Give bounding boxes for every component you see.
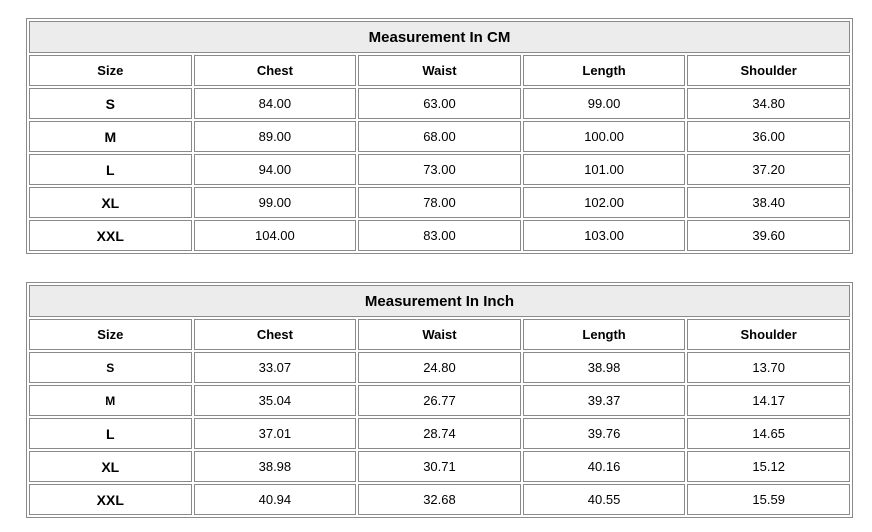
size-cell: L [29, 154, 192, 185]
waist-cell: 26.77 [358, 385, 521, 416]
table-title: Measurement In Inch [29, 285, 850, 317]
waist-cell: 30.71 [358, 451, 521, 482]
shoulder-cell: 34.80 [687, 88, 850, 119]
shoulder-cell: 15.12 [687, 451, 850, 482]
chest-cell: 89.00 [194, 121, 357, 152]
chest-cell: 33.07 [194, 352, 357, 383]
table-row [29, 121, 850, 152]
length-cell: 103.00 [523, 220, 686, 251]
table-row [29, 418, 850, 449]
column-header-waist: Waist [358, 319, 521, 350]
size-cell: M [29, 121, 192, 152]
column-header-length: Length [523, 55, 686, 86]
shoulder-cell: 37.20 [687, 154, 850, 185]
column-header-chest: Chest [194, 55, 357, 86]
chest-cell: 99.00 [194, 187, 357, 218]
table-row [29, 154, 850, 185]
size-cell: S [29, 352, 192, 383]
size-cell: S [29, 88, 192, 119]
waist-cell: 32.68 [358, 484, 521, 515]
table-row [29, 352, 850, 383]
chest-cell: 40.94 [194, 484, 357, 515]
column-header-size: Size [29, 319, 192, 350]
size-chart-inch-table [26, 282, 853, 518]
size-cell: M [29, 385, 192, 416]
shoulder-cell: 36.00 [687, 121, 850, 152]
column-header-shoulder: Shoulder [687, 319, 850, 350]
shoulder-cell: 39.60 [687, 220, 850, 251]
length-cell: 38.98 [523, 352, 686, 383]
length-cell: 39.37 [523, 385, 686, 416]
chest-cell: 104.00 [194, 220, 357, 251]
shoulder-cell: 15.59 [687, 484, 850, 515]
shoulder-cell: 14.17 [687, 385, 850, 416]
table-row [29, 220, 850, 251]
length-cell: 100.00 [523, 121, 686, 152]
size-cell: XXL [29, 220, 192, 251]
waist-cell: 78.00 [358, 187, 521, 218]
waist-cell: 83.00 [358, 220, 521, 251]
shoulder-cell: 38.40 [687, 187, 850, 218]
table-row [29, 451, 850, 482]
length-cell: 40.55 [523, 484, 686, 515]
length-cell: 101.00 [523, 154, 686, 185]
column-header-shoulder: Shoulder [687, 55, 850, 86]
column-header-size: Size [29, 55, 192, 86]
chest-cell: 94.00 [194, 154, 357, 185]
shoulder-cell: 13.70 [687, 352, 850, 383]
length-cell: 39.76 [523, 418, 686, 449]
length-cell: 99.00 [523, 88, 686, 119]
size-cell: XL [29, 187, 192, 218]
waist-cell: 63.00 [358, 88, 521, 119]
table-row [29, 385, 850, 416]
chest-cell: 38.98 [194, 451, 357, 482]
size-cell: XXL [29, 484, 192, 515]
column-header-waist: Waist [358, 55, 521, 86]
waist-cell: 24.80 [358, 352, 521, 383]
waist-cell: 68.00 [358, 121, 521, 152]
table-row [29, 484, 850, 515]
table-row [29, 88, 850, 119]
table-title: Measurement In CM [29, 21, 850, 53]
chest-cell: 37.01 [194, 418, 357, 449]
size-chart-cm-table [26, 18, 853, 254]
column-header-chest: Chest [194, 319, 357, 350]
column-header-length: Length [523, 319, 686, 350]
size-cell: L [29, 418, 192, 449]
waist-cell: 73.00 [358, 154, 521, 185]
chest-cell: 84.00 [194, 88, 357, 119]
table-row [29, 187, 850, 218]
chest-cell: 35.04 [194, 385, 357, 416]
length-cell: 102.00 [523, 187, 686, 218]
waist-cell: 28.74 [358, 418, 521, 449]
shoulder-cell: 14.65 [687, 418, 850, 449]
size-cell: XL [29, 451, 192, 482]
length-cell: 40.16 [523, 451, 686, 482]
